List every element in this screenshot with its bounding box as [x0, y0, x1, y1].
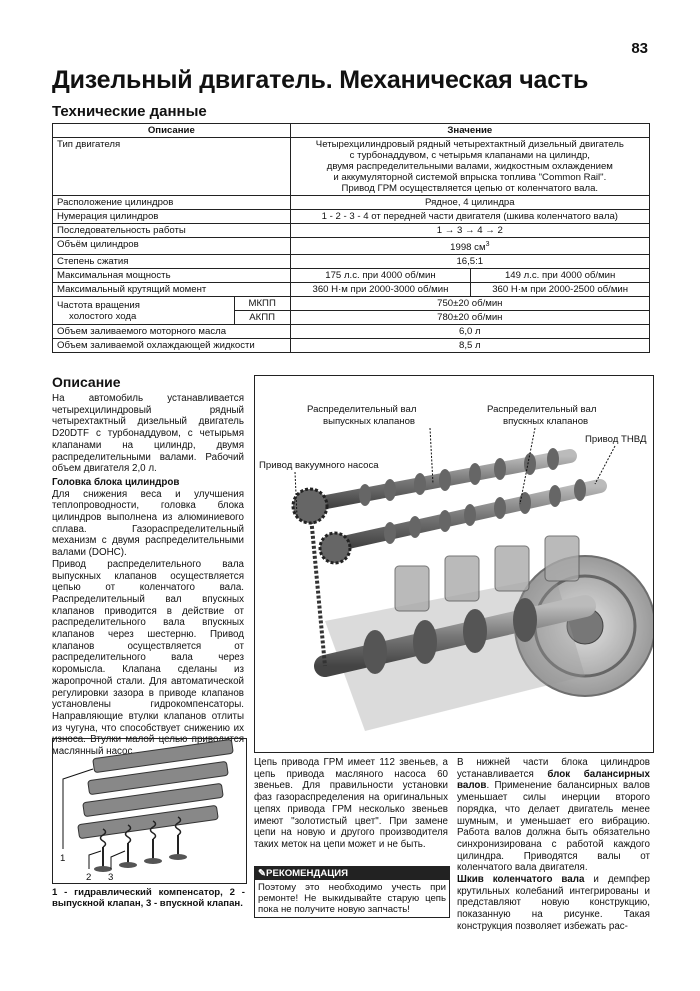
- engine-type-line: с турбонаддувом, с четырьмя клапанами на цилиндр,: [349, 150, 590, 161]
- table-row: [53, 283, 650, 297]
- pulley-paragraph: [457, 874, 650, 933]
- numbering-value: 1 - 2 - 3 - 4 от передней части двигателя (шкива коленчатого вала): [290, 210, 649, 224]
- akpp-label: АКПП: [234, 311, 290, 325]
- recommendation-icon: ✎: [258, 868, 267, 879]
- recommendation-box: [254, 866, 450, 918]
- torque-label: Максимальный крутящий момент: [53, 283, 291, 297]
- valve-stems-group: [103, 835, 178, 867]
- pulley-text-bold: Шкив коленчатого вала: [457, 874, 585, 886]
- chain-text: Цепь привода ГРМ имеет 112 звеньев, а цепь привода масляного насоса 60 звеньев. Для правильности установки фаз газораспределения на оригинальных цепях привода ГРМ несколько звеньев имеют "золотистый цвет". При замене цепи на новую и другого производителя таких меток на цепи может и не быть.: [254, 757, 448, 850]
- balance-text-bold: блок балансирных валов: [457, 768, 650, 792]
- balance-text-end: . Применение балансирных валов уменьшает силы инерции второго порядка, что делает двигатель менее шумным, и уменьшает его вибрацию. Работа валов должна быть обязательно синхронизирована с работой каждого цилиндра. Приводятся валы от коленчатого вала двигателя.: [457, 780, 650, 874]
- oil-label: Объем заливаемого моторного масла: [53, 325, 291, 339]
- mkpp-label: МКПП: [234, 297, 290, 311]
- balance-text-start: В нижней части блока цилиндров устанавливается: [457, 757, 650, 780]
- table-header-value: Значение: [290, 124, 649, 138]
- label-vacuum-pump: Привод вакуумного насоса: [259, 460, 379, 471]
- firing-order-label: Последовательность работы: [53, 224, 291, 238]
- spec-table: [52, 123, 650, 353]
- akpp-value: 780±20 об/мин: [290, 311, 649, 325]
- valve-illustration: [53, 739, 246, 883]
- table-row: [53, 297, 650, 311]
- intake-cam-gear: [320, 533, 350, 563]
- volume-value: [290, 238, 649, 255]
- power-value-1: 175 л.с. при 4000 об/мин: [290, 269, 471, 283]
- valve-figure-caption: 1 - гидравлический компенсатор, 2 - выпускной клапан, 3 - впускной клапан.: [52, 887, 245, 909]
- description-column: [52, 393, 244, 758]
- engine-type-label: Тип двигателя: [53, 138, 291, 196]
- power-label: Максимальная мощность: [53, 269, 291, 283]
- engine-illustration: [255, 376, 653, 752]
- recommendation-text: Поэтому это необходимо учесть при ремонте! Не выкидывайте старую цепь пока не получите новую запчасть!: [258, 882, 446, 915]
- label-intake-cam-line2: впускных клапанов: [503, 416, 589, 427]
- compression-value: 16,5:1: [290, 255, 649, 269]
- engine-type-line: двумя распределительными валами, жидкостным охлаждением: [326, 161, 613, 172]
- table-row: [53, 138, 650, 196]
- oil-value: 6,0 л: [290, 325, 649, 339]
- volume-number: 1998 см: [450, 242, 486, 254]
- pulley-text-end: и демпфер крутильных колебаний интегрированы и представляют новую конструкцию, показанную на рисунке. Такая конструкция позволяет избежать рас-: [457, 874, 650, 932]
- right-column: [457, 757, 650, 933]
- label-intake-cam-line1: Распределительный вал: [487, 404, 597, 415]
- table-row: [53, 325, 650, 339]
- compression-label: Степень сжатия: [53, 255, 291, 269]
- block-head-p1: Для снижения веса и улучшения теплопроводности, головка блока цилиндров выполнена из алюминиевого сплава. Газораспределительный механизм с двумя распределительными валами (DOHC).: [52, 488, 244, 559]
- balance-shaft-paragraph: [457, 757, 650, 874]
- firing-order-value: 1 → 3 → 4 → 2: [290, 224, 649, 238]
- recommendation-title: РЕКОМЕНДАЦИЯ: [266, 868, 349, 879]
- engine-type-line: Четырехцилиндровый рядный четырехтактный дизельный двигатель: [315, 139, 624, 150]
- recommendation-header: [255, 867, 449, 880]
- engine-type-line: и аккумуляторной системой впрыска топлива "Common Rail".: [333, 172, 607, 183]
- layout-label: Расположение цилиндров: [53, 196, 291, 210]
- block-head-title: Головка блока цилиндров: [52, 476, 180, 488]
- table-row: [53, 255, 650, 269]
- valve-label-1: 1: [60, 853, 66, 864]
- table-row: [53, 210, 650, 224]
- torque-value-2: 360 Н·м при 2000-2500 об/мин: [471, 283, 650, 297]
- valve-heads-group: [94, 854, 187, 872]
- idle-label-line: холостого хода: [69, 310, 137, 322]
- middle-column: [254, 757, 448, 851]
- timing-chain: [310, 506, 325, 666]
- valve-label-2: 2: [86, 872, 92, 883]
- table-header-row: [53, 124, 650, 138]
- volume-superscript: 3: [485, 241, 490, 248]
- table-row: [53, 224, 650, 238]
- idle-label-line: Частота вращения: [57, 299, 140, 311]
- label-exhaust-cam-line1: Распределительный вал: [307, 404, 417, 415]
- description-heading: Описание: [52, 374, 121, 390]
- engine-figure: [254, 375, 654, 753]
- valve-figure: [52, 738, 247, 884]
- exhaust-cam-gear: [293, 489, 327, 523]
- description-intro: На автомобиль устанавливается четырехцилиндровый рядный четырехтактный дизельный двигатель D20DTF с турбонаддувом, с четырьмя клапанами на цилиндр, двумя распределительными валами. Рабочий объем двигателя 2,0 л.: [52, 393, 244, 475]
- table-row: [53, 269, 650, 283]
- table-header-desc: Описание: [53, 124, 291, 138]
- table-row: [53, 238, 650, 255]
- coolant-value: 8,5 л: [290, 339, 649, 353]
- table-row: [53, 196, 650, 210]
- engine-type-line: Привод ГРМ осуществляется цепью от коленчатого вала.: [341, 183, 599, 194]
- label-exhaust-cam-line2: выпускных клапанов: [323, 416, 416, 427]
- valve-label-3: 3: [108, 872, 114, 883]
- engine-type-value: [290, 138, 649, 196]
- table-row: [53, 339, 650, 353]
- volume-label: Объём цилиндров: [53, 238, 291, 255]
- power-value-2: 149 л.с. при 4000 об/мин: [471, 269, 650, 283]
- idle-speed-label: [53, 297, 235, 325]
- page-title: Дизельный двигатель. Механическая часть: [52, 66, 589, 94]
- block-head-p2: Привод распределительного вала выпускных клапанов осуществляется цепью от коленчатого вала. Распределительный вал впускных клапанов приводится в действие от распределительного вала впускных клапанов через шестерню. Привод клапанов осуществляется от распределительного вала через коромысла. Клапана сделаны из жаропрочной стали. Для автоматической регулировки зазора в приводе клапанов установлены гидрокомпенсаторы. Направляющие втулки клапанов отлиты из чугуна, что способствует снижению их износа. Втулки малой целью приводится маслянный насос.: [52, 558, 244, 758]
- torque-value-1: 360 Н·м при 2000-3000 об/мин: [290, 283, 471, 297]
- section-title-specs: Технические данные: [52, 103, 207, 120]
- page-number: 83: [631, 40, 648, 57]
- label-tnvd: Привод ТНВД: [585, 434, 647, 445]
- coolant-label: Объем заливаемой охлаждающей жидкости: [53, 339, 291, 353]
- mkpp-value: 750±20 об/мин: [290, 297, 649, 311]
- numbering-label: Нумерация цилиндров: [53, 210, 291, 224]
- layout-value: Рядное, 4 цилиндра: [290, 196, 649, 210]
